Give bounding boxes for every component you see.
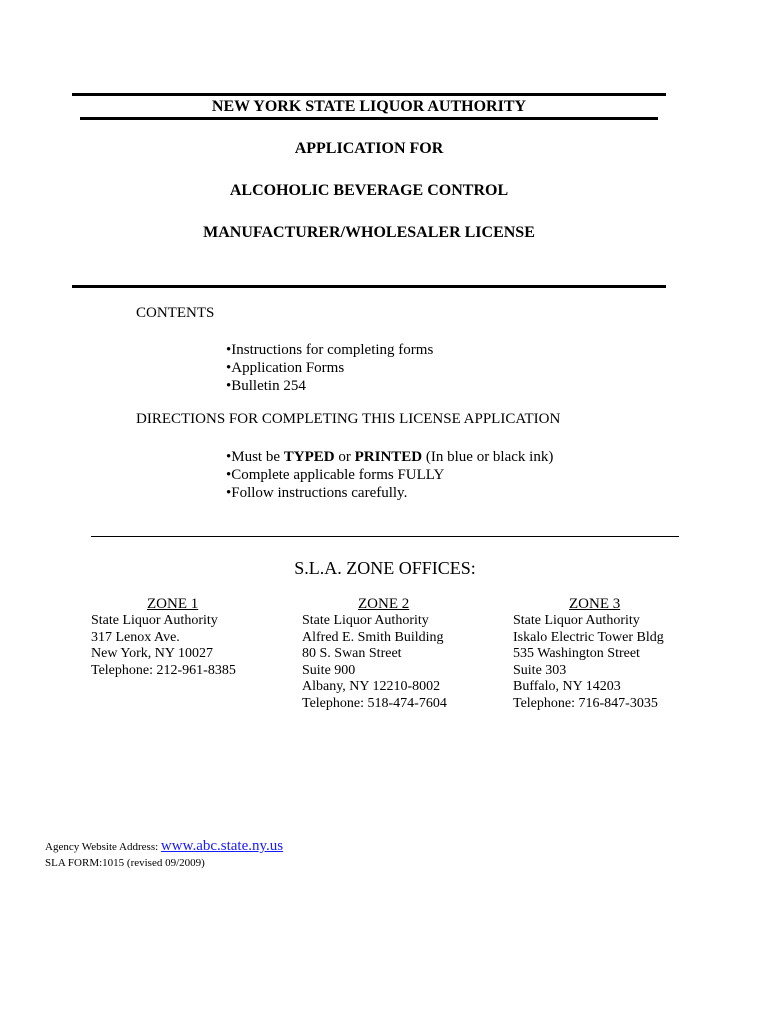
zone-line: Suite 303 [513,662,567,678]
zone-title: ZONE 2 [358,596,410,612]
zone-line: State Liquor Authority [513,613,640,628]
zone-line: 535 Washington Street [513,646,640,661]
zone-line: Telephone: 518-474-7604 [302,695,447,711]
zone-line: State Liquor Authority [302,613,429,628]
application-for-heading: APPLICATION FOR [294,140,444,157]
zone-line: Albany, NY 12210-8002 [302,679,441,694]
zone-line: Telephone: 716-847-3035 [513,695,658,711]
form-id: SLA FORM:1015 (revised 09/2009) [45,857,205,869]
directions-heading: DIRECTIONS FOR COMPLETING THIS LICENSE APPLICATION [136,411,561,427]
zone-2-block [302,596,447,712]
header-bottom-rule [72,285,666,288]
zone-line: Suite 900 [302,662,356,678]
directions-item: •Complete applicable forms FULLY [226,467,445,483]
zone-line: State Liquor Authority [91,613,218,628]
contents-item: •Bulletin 254 [226,378,306,394]
directions-item-text: •Must be [226,449,284,465]
website-link[interactable]: www.abc.state.ny.us [160,838,284,854]
section-divider [91,536,679,537]
zone-title: ZONE 3 [569,596,621,612]
contents-list [226,341,433,395]
zone-offices-heading: S.L.A. ZONE OFFICES: [294,558,476,578]
website-line [45,838,283,855]
contents-item: •Application Forms [226,360,345,376]
license-type-heading: MANUFACTURER/WHOLESALER LICENSE [203,224,535,241]
top-rule-lower [80,117,658,120]
zone-line: 80 S. Swan Street [302,646,402,661]
directions-item [226,448,553,466]
directions-item-text: (In blue or black ink) [422,449,554,465]
directions-item: •Follow instructions carefully. [226,485,408,501]
zone-line: 317 Lenox Ave. [91,629,180,645]
directions-item-text: or [334,449,355,465]
contents-heading: CONTENTS [136,305,215,321]
website-label: Agency Website Address: [45,841,161,853]
zone-title: ZONE 1 [147,596,199,612]
zone-line: Iskalo Electric Tower Bldg [513,629,664,645]
abc-heading: ALCOHOLIC BEVERAGE CONTROL [229,182,509,199]
zone-line: New York, NY 10027 [91,646,213,661]
zone-line: Buffalo, NY 14203 [513,679,621,694]
agency-title: NEW YORK STATE LIQUOR AUTHORITY [211,98,527,115]
zone-1-block [91,596,236,679]
directions-list [226,448,553,502]
zone-3-block [513,596,664,712]
top-rule-upper [72,93,666,96]
zone-line: Alfred E. Smith Building [302,629,444,645]
contents-item: •Instructions for completing forms [226,342,434,358]
zone-line: Telephone: 212-961-8385 [91,662,236,678]
printed-emphasis: PRINTED [354,449,423,465]
typed-emphasis: TYPED [283,449,335,465]
